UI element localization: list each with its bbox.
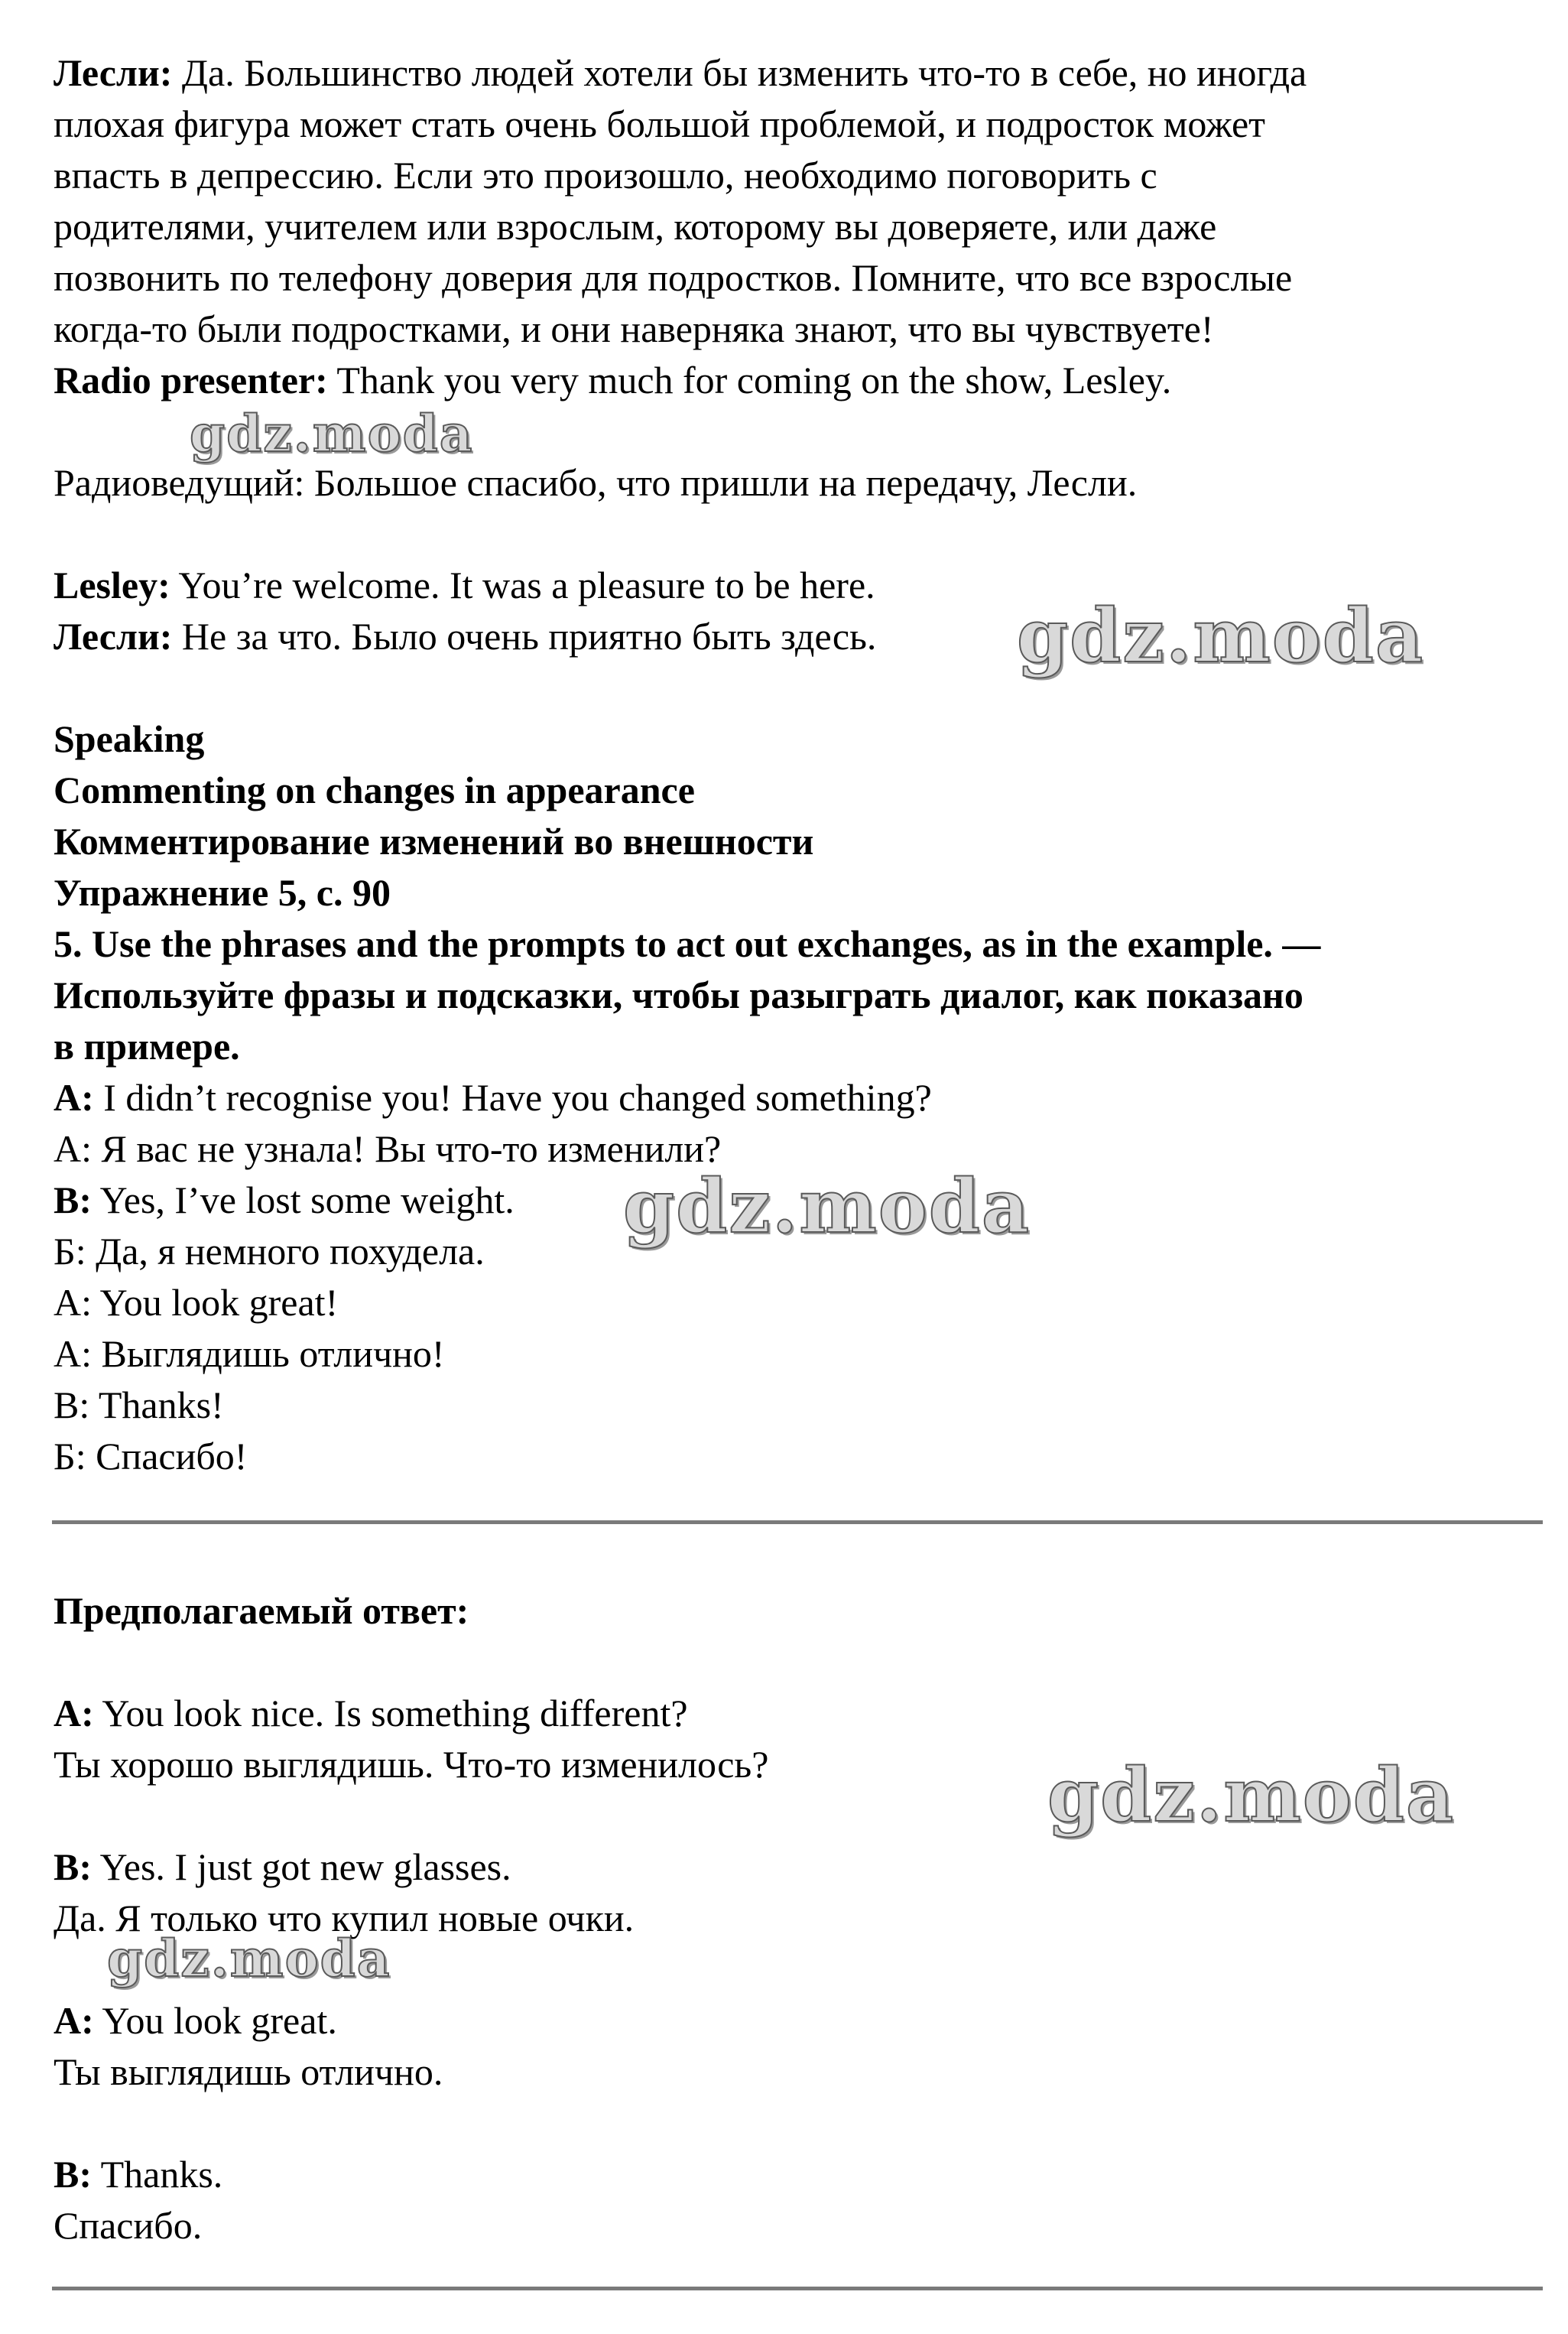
lesley-en-line: Lesley: You’re welcome. It was a pleasure to be here. [54,564,875,606]
lesley-ru-line-2: плохая фигура может стать очень большой проблемой, и подросток может [54,102,1266,145]
speaker-lesley-ru: Лесли: [54,51,173,94]
example-a2-ru: А: Выглядишь отлично! [54,1332,445,1375]
subheading-en: Commenting on changes in appearance [54,769,695,811]
answer-b2: B: Thanks. [54,2153,223,2196]
speaker-radio-presenter: Radio presenter: [54,359,328,401]
lesley-ru-line-1: Лесли: Да. Большинство людей хотели бы изменить что-то в себе, но иногда [54,51,1307,94]
example-a2: A: You look great! [54,1281,339,1324]
task-line-3: в примере. [54,1025,240,1068]
speaker-lesley-en: Lesley: [54,564,170,606]
presenter-ru-line: Радиоведущий: Большое спасибо, что пришли на передачу, Лесли. [54,461,1138,504]
exercise-title: Упражнение 5, с. 90 [54,871,391,914]
lesley-ru-line-4: родителями, учителем или взрослым, которому вы доверяете, или даже [54,205,1217,248]
divider-bottom [52,2287,1543,2290]
section-heading: Speaking [54,717,205,760]
example-b2: B: Thanks! [54,1383,224,1426]
watermark: gdz.moda [107,1929,391,1988]
answer-a1: A: You look nice. Is something different? [54,1692,688,1734]
example-b2-ru: Б: Спасибо! [54,1435,248,1477]
lesley-ru-line-5: позвонить по телефону доверия для подростков. Помните, что все взрослые [54,256,1293,299]
watermark: gdz.moda [190,404,474,463]
answer-heading: Предполагаемый ответ: [54,1589,469,1632]
watermark: gdz.moda [1047,1752,1456,1838]
example-a1: A: I didn’t recognise you! Have you changed something? [54,1076,932,1119]
subheading-ru: Комментирование изменений во внешности [54,820,814,863]
lesley-ru2-line: Лесли: Не за что. Было очень приятно быть здесь. [54,615,877,658]
watermark: gdz.moda [623,1163,1031,1250]
lesley-ru-line-3: впасть в депрессию. Если это произошло, необходимо поговорить с [54,154,1157,197]
watermark: gdz.moda [1017,593,1425,679]
answer-a1-ru: Ты хорошо выглядишь. Что-то изменилось? [54,1743,769,1786]
answer-a2: A: You look great. [54,1999,337,2042]
lesley-ru-line-6: когда-то были подростками, и они наверняка знают, что вы чувствуете! [54,307,1214,350]
answer-b1: B: Yes. I just got new glasses. [54,1845,511,1888]
divider-top [52,1520,1543,1524]
task-line-1: 5. Use the phrases and the prompts to act out exchanges, as in the example. — [54,922,1321,965]
presenter-en-line: Radio presenter: Thank you very much for coming on the show, Lesley. [54,359,1172,401]
example-b1: B: Yes, I’ve lost some weight. [54,1178,515,1221]
answer-b1-ru: Да. Я только что купил новые очки. [54,1897,635,1939]
task-line-2: Используйте фразы и подсказки, чтобы разыграть диалог, как показано [54,974,1303,1016]
example-b1-ru: Б: Да, я немного похудела. [54,1230,485,1273]
answer-b2-ru: Спасибо. [54,2204,203,2247]
speaker-lesley-ru2: Лесли: [54,615,173,658]
answer-a2-ru: Ты выглядишь отлично. [54,2050,443,2093]
example-a1-ru: А: Я вас не узнала! Вы что-то изменили? [54,1127,722,1170]
